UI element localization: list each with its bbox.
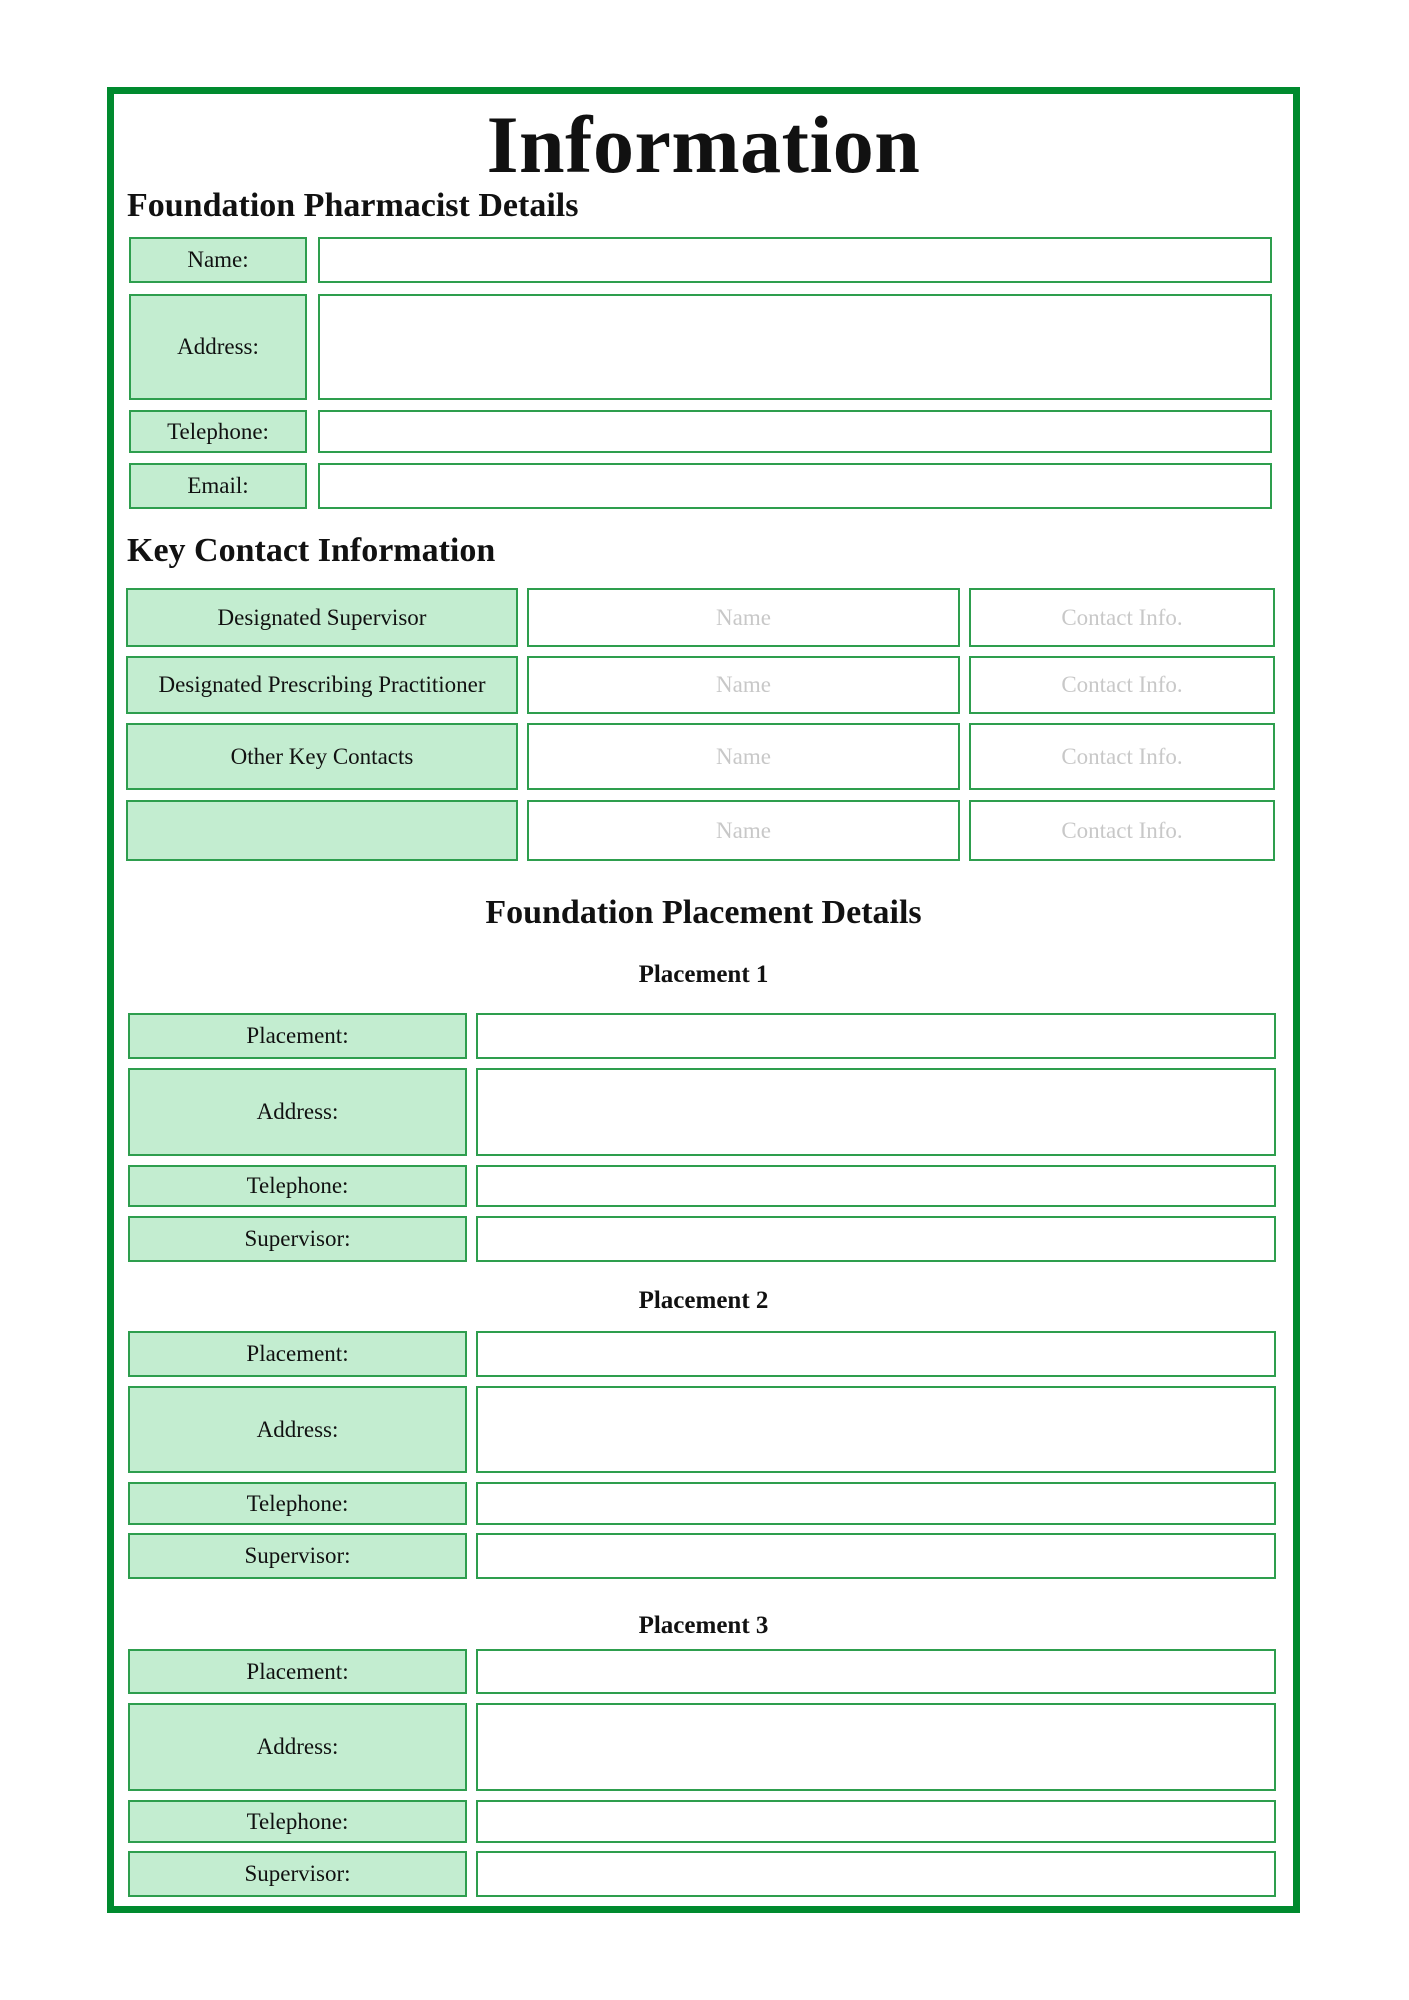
placement-3-address-input[interactable]	[476, 1703, 1276, 1791]
placement-1-supervisor-label: Supervisor:	[128, 1216, 467, 1262]
placement-2-telephone-label: Telephone:	[128, 1482, 467, 1525]
placement-3-telephone-input[interactable]	[476, 1800, 1276, 1843]
key-contact-name-input[interactable]: Name	[527, 723, 960, 790]
pharmacist-name-input[interactable]	[318, 237, 1272, 283]
placement-1-address-input[interactable]	[476, 1068, 1276, 1156]
pharmacist-email-label: Email:	[129, 463, 307, 509]
key-contact-info-input[interactable]: Contact Info.	[969, 656, 1275, 714]
placement-3-supervisor-input[interactable]	[476, 1851, 1276, 1897]
placement-1-placement-label: Placement:	[128, 1013, 467, 1059]
placement-3-title: Placement 3	[638, 1612, 769, 1639]
placement-1-supervisor-input[interactable]	[476, 1216, 1276, 1262]
placement-3-placement-label: Placement:	[128, 1649, 467, 1694]
pharmacist-details-heading: Foundation Pharmacist Details	[127, 187, 579, 224]
placement-1-telephone-label: Telephone:	[128, 1165, 467, 1207]
pharmacist-address-label: Address:	[129, 294, 307, 400]
placement-2-address-label: Address:	[128, 1386, 467, 1473]
placement-details-heading: Foundation Placement Details	[485, 894, 922, 931]
placement-1-title: Placement 1	[638, 961, 769, 988]
placement-2-supervisor-label: Supervisor:	[128, 1533, 467, 1579]
placement-2-telephone-input[interactable]	[476, 1482, 1276, 1525]
pharmacist-email-input[interactable]	[318, 463, 1272, 509]
placement-3-placement-input[interactable]	[476, 1649, 1276, 1694]
pharmacist-telephone-input[interactable]	[318, 410, 1272, 453]
pharmacist-name-label: Name:	[129, 237, 307, 283]
key-contact-role-input[interactable]	[126, 800, 518, 861]
placement-1-placement-input[interactable]	[476, 1013, 1276, 1059]
placement-2-address-input[interactable]	[476, 1386, 1276, 1473]
placement-2-placement-input[interactable]	[476, 1331, 1276, 1377]
key-contact-role-label: Other Key Contacts	[126, 723, 518, 790]
key-contact-name-input[interactable]: Name	[527, 656, 960, 714]
pharmacist-telephone-label: Telephone:	[129, 410, 307, 453]
page-title: Information	[486, 99, 921, 190]
key-contact-role-label: Designated Prescribing Practitioner	[126, 656, 518, 714]
key-contact-info-input[interactable]: Contact Info.	[969, 800, 1275, 861]
placement-2-placement-label: Placement:	[128, 1331, 467, 1377]
placement-3-address-label: Address:	[128, 1703, 467, 1791]
key-contact-role-label: Designated Supervisor	[126, 588, 518, 647]
placement-3-supervisor-label: Supervisor:	[128, 1851, 467, 1897]
key-contact-info-input[interactable]: Contact Info.	[969, 588, 1275, 647]
key-contact-info-input[interactable]: Contact Info.	[969, 723, 1275, 790]
key-contact-name-input[interactable]: Name	[527, 588, 960, 647]
placement-1-telephone-input[interactable]	[476, 1165, 1276, 1207]
placement-2-title: Placement 2	[638, 1287, 769, 1314]
pharmacist-address-input[interactable]	[318, 294, 1272, 400]
placement-1-address-label: Address:	[128, 1068, 467, 1156]
key-contact-name-input[interactable]: Name	[527, 800, 960, 861]
placement-2-supervisor-input[interactable]	[476, 1533, 1276, 1579]
key-contact-heading: Key Contact Information	[127, 532, 496, 569]
placement-3-telephone-label: Telephone:	[128, 1800, 467, 1843]
